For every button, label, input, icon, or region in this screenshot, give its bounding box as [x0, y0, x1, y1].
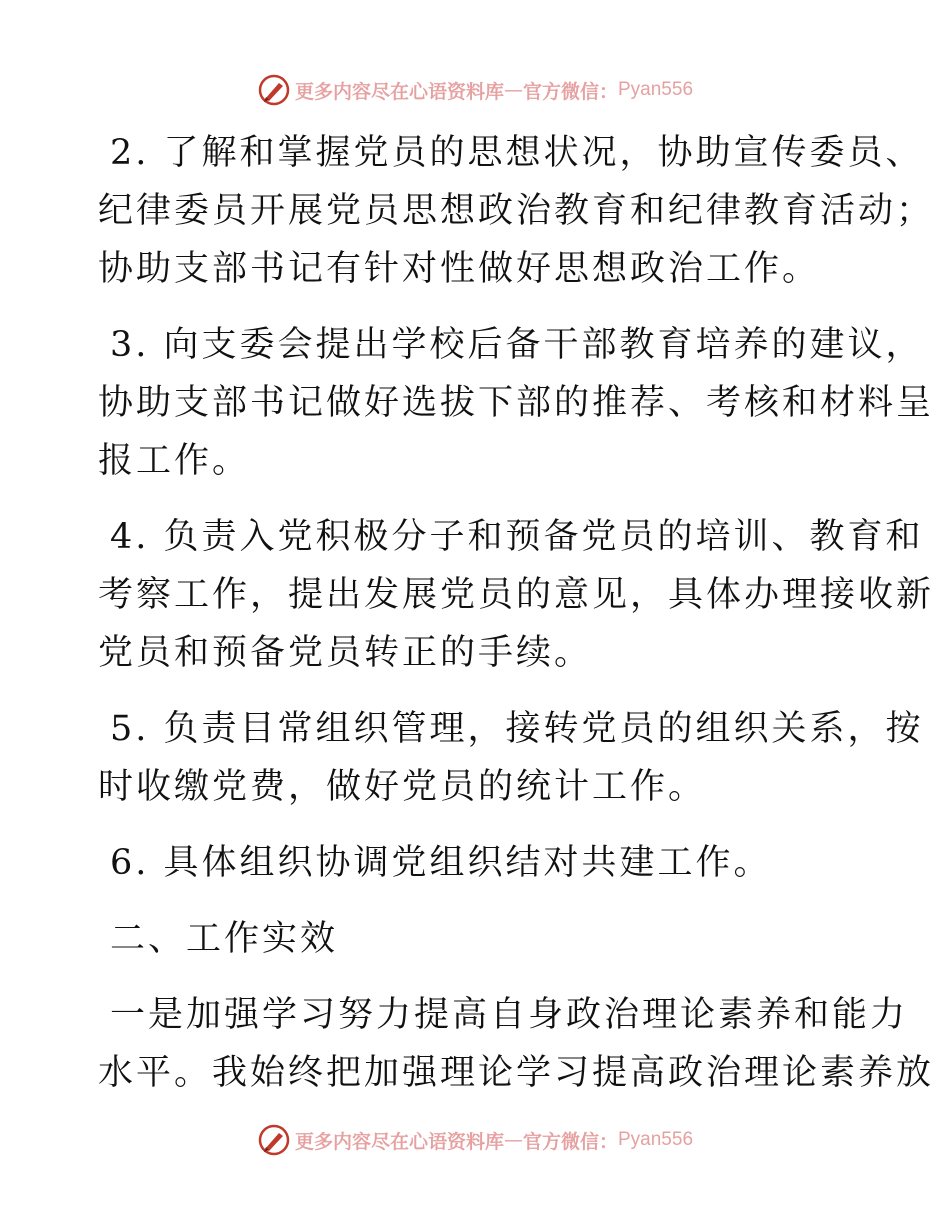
section-heading-text: 二、工作实效 — [110, 919, 339, 959]
watermark-wechat-id: Pyan556 — [618, 1129, 694, 1150]
text-line: 3. 向支委会提出学校后备干部教育培养的建议， — [110, 325, 924, 365]
text-line: 考察工作，提出发展党员的意见，具体办理接收新 — [98, 575, 935, 615]
text-line: 4. 负责入党积极分子和预备党员的培训、教育和 — [110, 517, 924, 557]
paragraph-item-3 — [98, 316, 935, 490]
watermark-text: 更多内容尽在心语资料库 — [294, 80, 504, 103]
paragraph-item-2 — [98, 124, 935, 298]
text-line: 5. 负责目常组织管理，接转党员的组织关系，按 — [110, 709, 924, 749]
text-line: 6. 具体组织协调党组织结对共建工作。 — [110, 843, 772, 883]
watermark-wechat-label: 官方微信： — [522, 80, 618, 103]
watermark-text: 更多内容尽在心语资料库 — [294, 1130, 504, 1153]
paragraph-item-5 — [98, 700, 924, 816]
paragraph-item-4 — [98, 508, 935, 682]
watermark-separator: — — [503, 1129, 523, 1151]
text-line: 水平。我始终把加强理论学习提高政治理论素养放 — [98, 1053, 935, 1093]
pen-logo-icon — [257, 73, 291, 107]
watermark-separator: — — [503, 79, 523, 101]
watermark-wechat-label: 官方微信： — [522, 1130, 618, 1153]
text-line: 报工作。 — [98, 441, 251, 481]
watermark-footer — [0, 1120, 950, 1160]
watermark-header — [0, 70, 950, 110]
paragraph-item-6 — [98, 834, 858, 892]
text-line: 一是加强学习努力提高自身政治理论素养和能力 — [110, 995, 909, 1035]
text-line: 时收缴党费，做好党员的统计工作。 — [98, 767, 707, 807]
text-line: 协助支部书记有针对性做好思想政治工作。 — [98, 249, 821, 289]
watermark-wechat-id: Pyan556 — [618, 79, 694, 100]
document-body — [98, 124, 935, 1120]
pen-logo-icon — [257, 1123, 291, 1157]
text-line: 2. 了解和掌握党员的思想状况，协助宣传委员、 — [110, 133, 924, 173]
text-line: 党员和预备党员转正的手续。 — [98, 633, 593, 673]
text-line: 协助支部书记做好选拔下部的推荐、考核和材料呈 — [98, 383, 935, 423]
paragraph-first-point — [98, 986, 935, 1102]
section-heading — [98, 910, 858, 968]
text-line: 纪律委员开展党员思想政治教育和纪律教育活动； — [98, 191, 935, 231]
